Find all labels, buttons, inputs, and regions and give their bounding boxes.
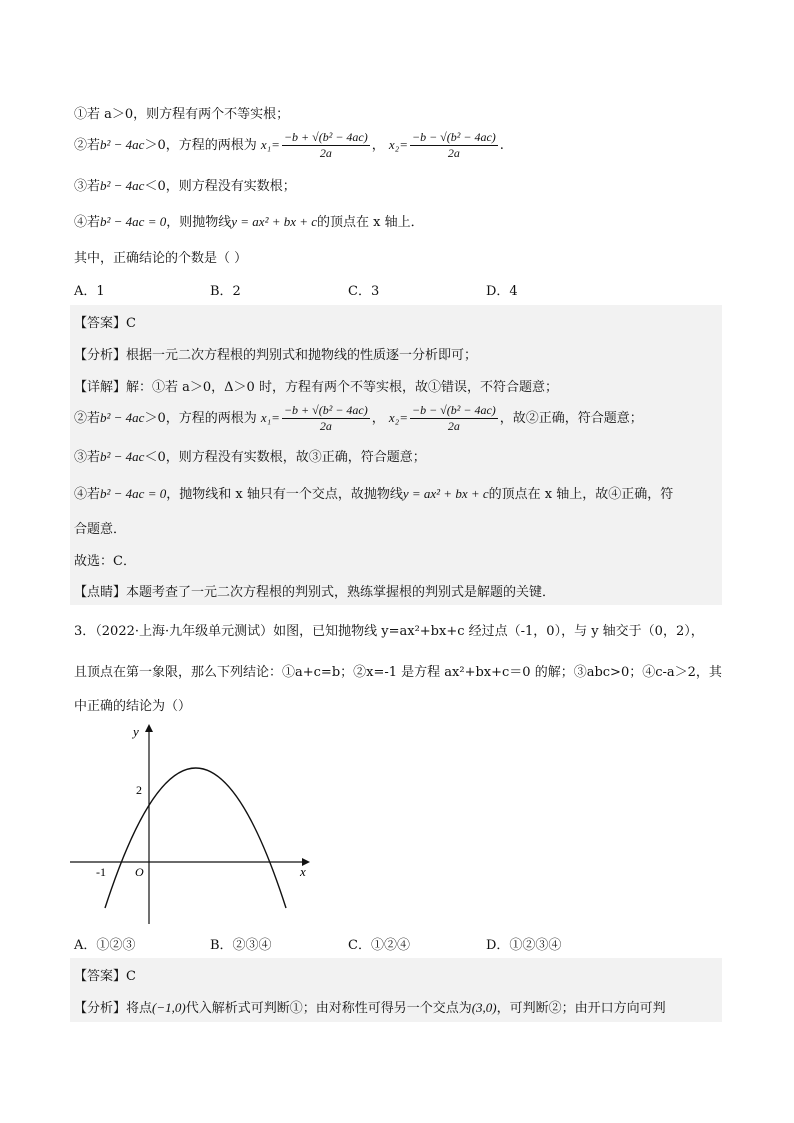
origin-label: O [135,865,144,879]
root-1-label: x₁= [260,137,280,152]
q3-stem-line-3: 中正确的结论为（） [74,699,192,714]
analysis-text: 【分析】根据一元二次方程根的判别式和抛物线的性质逐一分析即可； [74,348,478,363]
y-axis-arrow [145,724,153,732]
y-axis-label: y [133,724,139,739]
detail-2-text: ＞0，方程的两根为 [144,411,257,426]
discriminant: b² − 4ac [100,137,145,152]
detail-3-text: ＜0，则方程没有实数根，故③正确，符合题意； [144,450,426,465]
q3-option-b: B．②③④ [210,938,272,953]
option-b: B．2 [210,284,241,299]
discriminant: b² − 4ac [100,449,145,464]
root-2-denominator: 2a [447,419,460,433]
q3-analysis-prefix: 【分析】将点 [74,1001,153,1016]
separator: ， [371,138,385,153]
x-axis-label: x [300,864,306,879]
comment-text: 【点睛】本题考查了一元二次方程根的判别式，熟练掌握根的判别式是解题的关键． [74,585,556,600]
statement-1: ①若 a＞0，则方程有两个不等实根； [74,107,290,122]
option-d: D．4 [486,284,518,299]
detail-2-suffix: ，故②正确，符合题意； [499,411,643,426]
statement-2-prefix: ②若 [74,138,101,153]
choice-statement: 故选：C． [74,554,136,569]
option-a: A．1 [74,284,105,299]
parabola-graph [60,718,320,928]
x-intercept-label: -1 [96,865,106,879]
q3-option-c: C．①②④ [348,938,410,953]
y-intercept-label: 2 [136,783,142,797]
statement-4-suffix: 的顶点在 x 轴上． [317,215,424,230]
parabola-curve [105,768,286,908]
q3-analysis [74,997,666,1016]
root-2-numerator: −b − √(b² − 4ac) [411,130,496,144]
root-1-denominator: 2a [319,146,332,160]
parabola-equation: y = ax² + bx + c [231,214,318,229]
statement-3-text: ＜0，则方程没有实数根； [144,179,296,194]
q3-option-d: D．①②③④ [486,938,562,953]
question-prompt: 其中，正确结论的个数是（ ） [74,251,248,266]
root-1-fraction [282,130,370,161]
statement-4 [74,211,424,230]
answer-label: 【答案】C [74,316,136,331]
point-neg1-0: (−1,0) [152,1000,186,1015]
statement-4-text: ，则抛物线 [166,215,232,230]
root-2-numerator: −b − √(b² − 4ac) [411,403,496,417]
statement-2 [74,130,504,161]
discriminant: b² − 4ac [100,410,145,425]
period: . [499,138,504,153]
root-2-label: x₂= [388,410,408,425]
parabola-equation: y = ax² + bx + c [402,486,489,501]
q3-analysis-text: 代入解析式可判断①；由对称性可得另一个交点为 [185,1001,472,1016]
detail-4-prefix: ④若 [74,487,101,502]
detail-2-prefix: ②若 [74,411,101,426]
statement-2-text: ＞0，方程的两根为 [144,138,257,153]
separator: ， [371,411,385,426]
detail-4-text: ，抛物线和 x 轴只有一个交点，故抛物线 [166,487,403,502]
root-1-label: x₁= [260,410,280,425]
statement-3-prefix: ③若 [74,179,101,194]
root-2-denominator: 2a [447,146,460,160]
detail-3 [74,446,426,465]
root-1-numerator: −b + √(b² − 4ac) [283,130,368,144]
point-3-0: (3,0) [471,1000,497,1015]
root-1-fraction [282,403,370,434]
q3-answer-label: 【答案】C [74,969,136,984]
q3-option-a: A．①②③ [74,938,136,953]
discriminant-equation: b² − 4ac = 0 [100,486,167,501]
q3-stem-line-1: 3．（2022·上海·九年级单元测试）如图，已知抛物线 y=ax²+bx+c 经过点（-1，0），与 y 轴交于（0，2）， [74,624,704,639]
discriminant: b² − 4ac [100,178,145,193]
root-2-label: x₂= [388,137,408,152]
detail-4 [74,483,673,502]
option-c: C．3 [348,284,380,299]
q3-analysis-suffix: ，可判断②；由开口方向可判 [496,1001,666,1016]
root-1-numerator: −b + √(b² − 4ac) [283,403,368,417]
statement-3 [74,175,296,194]
detail-4-suffix: 的顶点在 x 轴上，故④正确，符 [488,487,674,502]
detail-2 [74,403,643,434]
q3-stem-line-2: 且顶点在第一象限，那么下列结论：①a+c=b；②x=-1 是方程 ax²+bx+c＝0 的解；③abc>0；④c-a＞2，其 [74,665,722,680]
statement-4-prefix: ④若 [74,215,101,230]
detail-3-prefix: ③若 [74,450,101,465]
root-1-denominator: 2a [319,419,332,433]
detail-1: 【详解】解：①若 a＞0，Δ＞0 时，方程有两个不等实根，故①错误，不符合题意； [74,380,558,395]
detail-4-continued: 合题意． [74,522,127,537]
root-2-fraction [410,403,498,434]
discriminant-equation: b² − 4ac = 0 [100,214,167,229]
root-2-fraction [410,130,498,161]
